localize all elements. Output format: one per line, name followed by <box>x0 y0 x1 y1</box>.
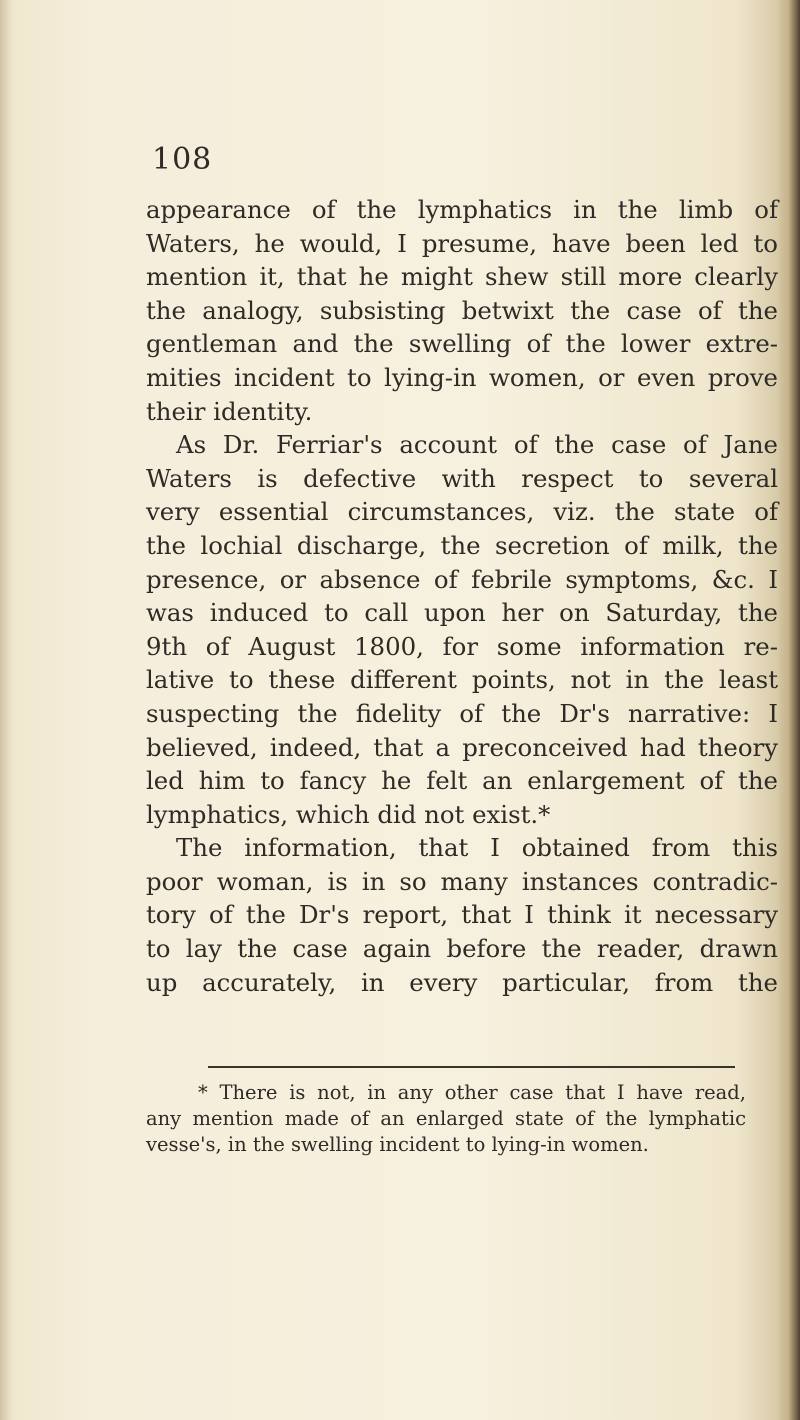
footnote-line: vesse's, in the swelling incident to lying-in women. <box>146 1133 649 1156</box>
paragraph-start-line: As Dr. Ferriar's account of the case of Jane <box>176 430 778 460</box>
paragraph-start-line: The information, that I obtained from this <box>176 833 778 863</box>
text-line: was induced to call upon her on Saturday, the <box>146 598 778 628</box>
text-line: led him to fancy he felt an enlargement of the <box>146 766 778 796</box>
text-line: Waters, he would, I presume, have been led to <box>146 228 778 258</box>
text-line: poor woman, is in so many instances contradic- <box>146 866 778 896</box>
text-line: appearance of the lymphatics in the limb of <box>146 195 778 224</box>
text-line: the lochial discharge, the secretion of milk, the <box>146 530 778 560</box>
text-line: their identity. <box>146 396 313 426</box>
text-line: suspecting the fidelity of the Dr's narrative: I <box>146 698 778 728</box>
text-line: mities incident to lying-in women, or even prove <box>146 362 778 392</box>
footnote-line: any mention made of an enlarged state of the lymphatic <box>146 1107 746 1130</box>
text-line: lative to these different points, not in the least <box>146 665 778 695</box>
text-line: gentleman and the swelling of the lower extre- <box>146 329 778 359</box>
text-line: mention it, that he might shew still more clearly <box>146 262 778 292</box>
body-text <box>146 193 778 999</box>
text-line: believed, indeed, that a preconceived had theory <box>146 732 778 762</box>
text-line: presence, or absence of febrile symptoms, &c. I <box>146 564 778 594</box>
text-line: the analogy, subsisting betwixt the case of the <box>146 295 778 325</box>
footnote-divider <box>208 1066 735 1068</box>
footnote-line: * There is not, in any other case that I have read, <box>198 1081 746 1104</box>
text-line: to lay the case again before the reader, drawn <box>146 934 778 964</box>
footnote <box>146 1080 746 1158</box>
text-line: very essential circumstances, viz. the state of <box>146 497 778 527</box>
page-left-edge <box>0 0 14 1420</box>
text-line: 9th of August 1800, for some information re- <box>146 631 778 661</box>
page-number: 108 <box>152 142 213 177</box>
text-line: tory of the Dr's report, that I think it necessary <box>146 900 778 930</box>
text-line: Waters is defective with respect to several <box>146 463 778 493</box>
text-line: up accurately, in every particular, from the <box>146 967 778 997</box>
page-binding-shadow <box>778 0 800 1420</box>
text-line: lymphatics, which did not exist.* <box>146 799 551 829</box>
